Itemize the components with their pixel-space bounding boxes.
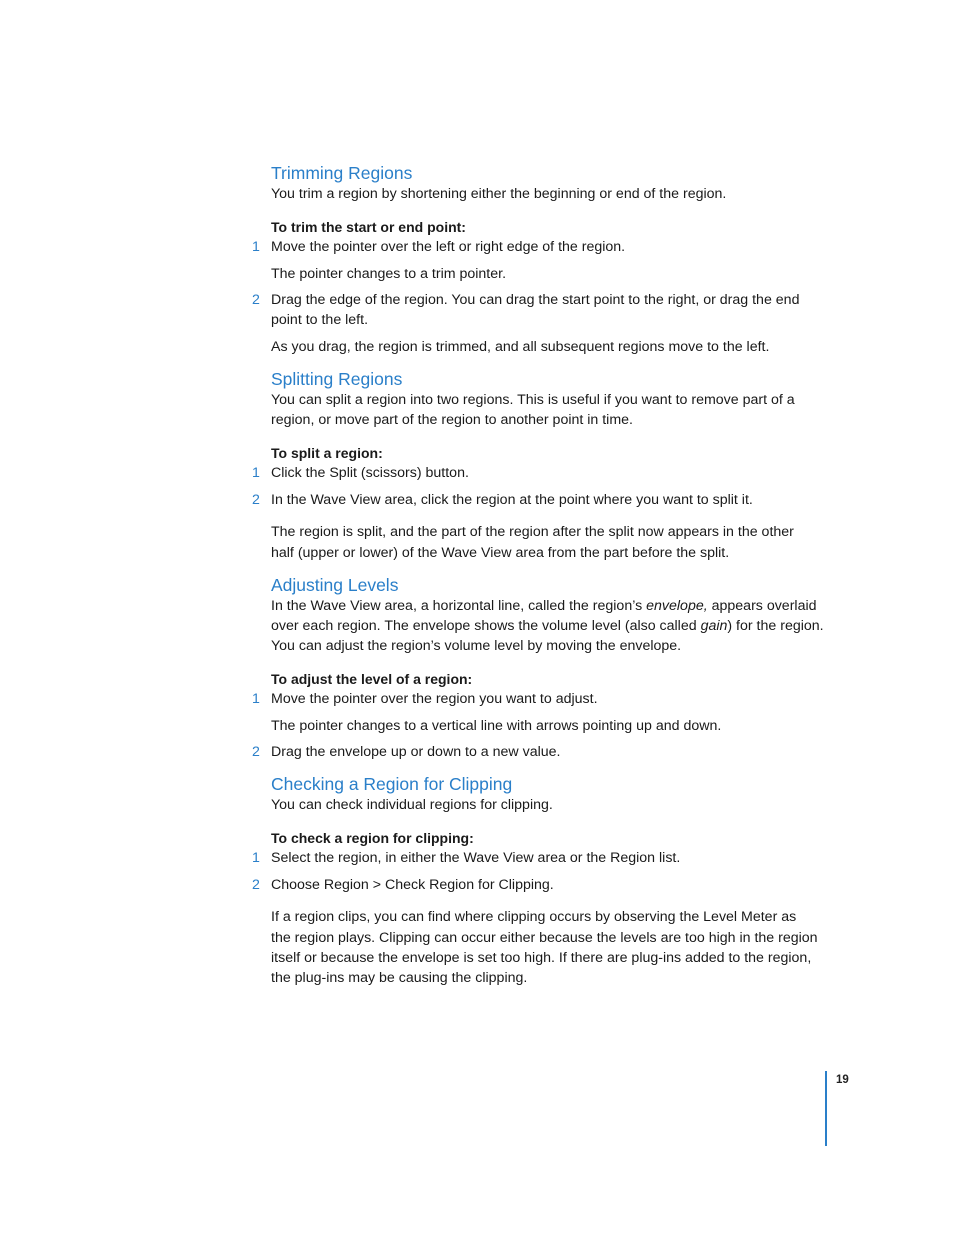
levels-intro-line1 bbox=[271, 596, 831, 617]
clipping-step2: Choose Region > Check Region for Clipping. bbox=[271, 877, 554, 893]
splitting-note-line1: The region is split, and the part of the region after the split now appears in the other bbox=[271, 524, 794, 540]
splitting-procedure-title: To split a region: bbox=[271, 445, 383, 461]
page-margin-rule bbox=[825, 1071, 827, 1146]
section-heading-trimming-regions: Trimming Regions bbox=[271, 163, 413, 183]
levels-intro-line2-end: ) for the region. bbox=[727, 618, 824, 634]
levels-step2: Drag the envelope up or down to a new value. bbox=[271, 744, 561, 760]
splitting-step2: In the Wave View area, click the region at the point where you want to split it. bbox=[271, 492, 753, 508]
clipping-step2-number: 2 bbox=[252, 877, 260, 893]
trimming-procedure-title: To trim the start or end point: bbox=[271, 219, 466, 235]
levels-intro-line2 bbox=[271, 616, 831, 637]
trimming-step1-note: The pointer changes to a trim pointer. bbox=[271, 266, 507, 282]
levels-intro-term-gain: gain bbox=[700, 618, 728, 634]
clipping-step1: Select the region, in either the Wave View area or the Region list. bbox=[271, 850, 681, 866]
levels-step2-number: 2 bbox=[252, 744, 260, 760]
clipping-note-line2: the region plays. Clipping can occur either because the levels are too high in the region bbox=[271, 930, 818, 946]
clipping-step1-number: 1 bbox=[252, 850, 260, 866]
clipping-note-line3: itself or because the envelope is set too high. If there are plug-ins added to the region, bbox=[271, 950, 812, 966]
clipping-note-line4: the plug-ins may be causing the clipping. bbox=[271, 970, 528, 986]
splitting-note-line2: half (upper or lower) of the Wave View area from the part before the split. bbox=[271, 545, 730, 561]
levels-intro-line2-start: over each region. The envelope shows the volume level (also called bbox=[271, 618, 701, 634]
levels-procedure-title: To adjust the level of a region: bbox=[271, 671, 473, 687]
levels-intro-line1-start: In the Wave View area, a horizontal line, called the region’s bbox=[271, 598, 647, 614]
splitting-step1-number: 1 bbox=[252, 465, 260, 481]
levels-intro-term-envelope: envelope, bbox=[646, 598, 708, 614]
levels-step1: Move the pointer over the region you want to adjust. bbox=[271, 691, 598, 707]
trimming-step1: Move the pointer over the left or right edge of the region. bbox=[271, 239, 626, 255]
trimming-step1-number: 1 bbox=[252, 239, 260, 255]
trimming-step2-line2: point to the left. bbox=[271, 312, 369, 328]
splitting-step2-number: 2 bbox=[252, 492, 260, 508]
trimming-intro: You trim a region by shortening either the beginning or end of the region. bbox=[271, 186, 727, 202]
levels-step1-number: 1 bbox=[252, 691, 260, 707]
trimming-step2-note: As you drag, the region is trimmed, and all subsequent regions move to the left. bbox=[271, 339, 770, 355]
clipping-note-line1: If a region clips, you can find where clipping occurs by observing the Level Meter as bbox=[271, 909, 797, 925]
levels-intro-line3: You can adjust the region’s volume level by moving the envelope. bbox=[271, 638, 682, 654]
splitting-step1: Click the Split (scissors) button. bbox=[271, 465, 469, 481]
clipping-procedure-title: To check a region for clipping: bbox=[271, 830, 474, 846]
clipping-intro: You can check individual regions for clipping. bbox=[271, 797, 553, 813]
splitting-intro-line2: region, or move part of the region to another point in time. bbox=[271, 412, 633, 428]
trimming-step2-line1: Drag the edge of the region. You can drag the start point to the right, or drag the end bbox=[271, 292, 800, 308]
section-heading-checking-clipping: Checking a Region for Clipping bbox=[271, 774, 513, 794]
levels-step1-note: The pointer changes to a vertical line with arrows pointing up and down. bbox=[271, 718, 722, 734]
section-heading-adjusting-levels: Adjusting Levels bbox=[271, 575, 399, 595]
splitting-intro-line1: You can split a region into two regions. This is useful if you want to remove part of a bbox=[271, 392, 795, 408]
section-heading-splitting-regions: Splitting Regions bbox=[271, 369, 403, 389]
levels-intro-line1-end: appears overlaid bbox=[707, 598, 817, 614]
page-number: 19 bbox=[836, 1074, 849, 1086]
trimming-step2-number: 2 bbox=[252, 292, 260, 308]
